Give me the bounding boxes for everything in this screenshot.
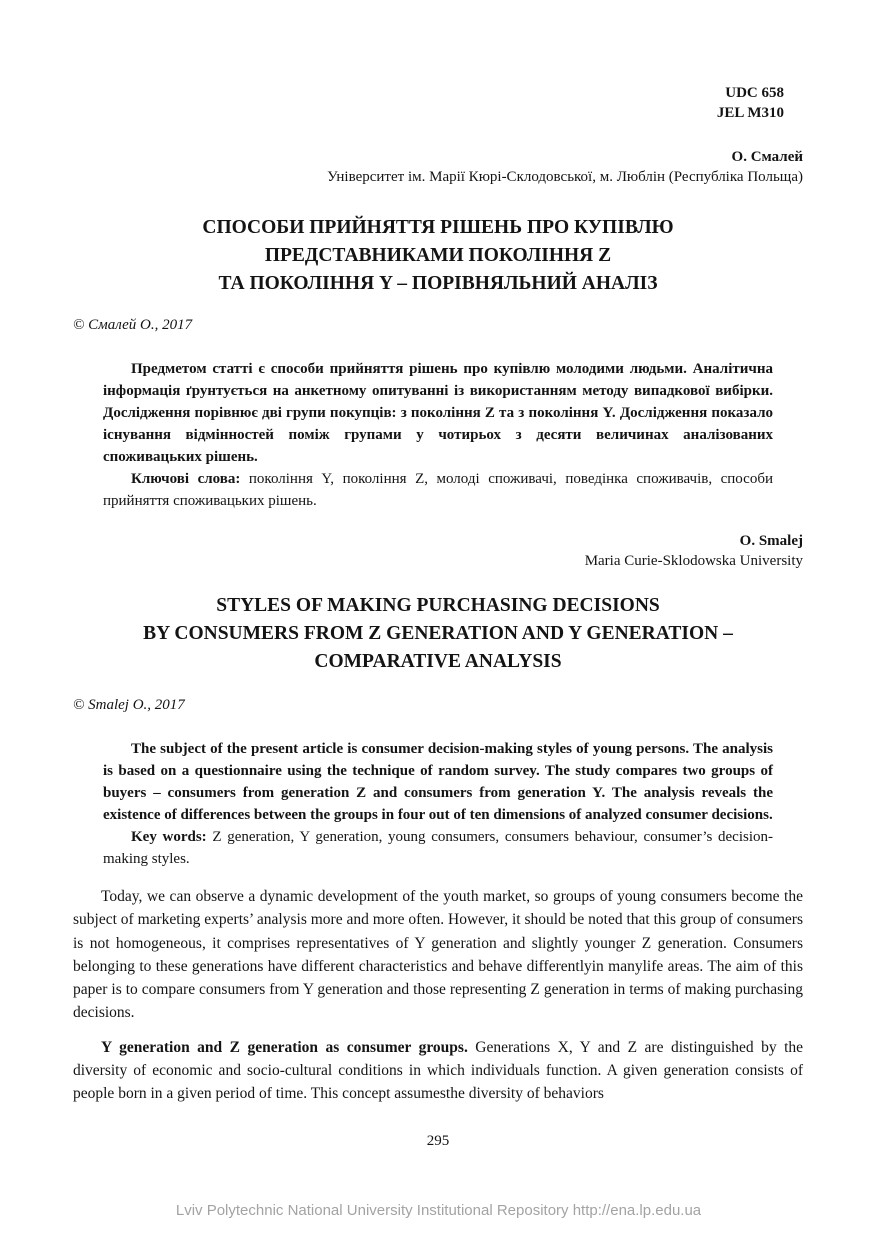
keywords-ua xyxy=(103,468,773,512)
article-title-ua-line-1: СПОСОБИ ПРИЙНЯТТЯ РІШЕНЬ ПРО КУПІВЛЮ xyxy=(202,217,674,238)
keywords-en xyxy=(103,826,773,870)
repository-footer: Lviv Polytechnic National University Institutional Repository http://ena.lp.edu.ua xyxy=(175,1202,702,1219)
author-ua: О. Смалей xyxy=(731,149,803,165)
article-title-en-line-3: COMPARATIVE ANALYSIS xyxy=(314,651,562,672)
keywords-ua-value: покоління Y, покоління Z, молоді споживачі, поведінка споживачів, способи прийняття споживацьких рішень. xyxy=(103,471,773,509)
keywords-en-value: Z generation, Y generation, young consumers, consumers behaviour, consumer’s decision-making styles. xyxy=(103,829,773,867)
author-en: O. Smalej xyxy=(739,533,803,549)
classification-block xyxy=(73,83,803,123)
abstract-en-text: The subject of the present article is consumer decision-making styles of young persons. The analysis is based on a questionnaire using the technique of random survey. The study compares two groups of buyers – consumers from generation Z and consumers from generation Y. The analysis reveals the existence of differences between the groups in four out of ten dimensions of analyzed consumer decisions. xyxy=(103,741,773,823)
body-paragraph-2 xyxy=(73,1036,803,1106)
abstract-ua-text: Предметом статті є способи прийняття рішень про купівлю молодими людьми. Аналітична інформація ґрунтується на анкетному опитуванні із використанням методу випадкової вибірки. Дослідження порівнює дві групи покупців: з покоління Z та з покоління Y. Дослідження показало існування відмінностей поміж групами у чотирьох з десяти величинах аналізованих споживацьких рішень. xyxy=(103,361,773,465)
keywords-ua-label: Ключові слова: xyxy=(131,471,241,487)
page-number: 295 xyxy=(426,1132,450,1149)
body-paragraph-2-text: Generations X, Y and Z are distinguished by the diversity of economic and socio-cultural conditions in which individuals function. A given generation consists of people born in a given period of time. This concept assumesthe diversity of behaviors xyxy=(73,1038,804,1103)
article-title-en-line-2: BY CONSUMERS FROM Z GENERATION AND Y GENERATION – xyxy=(143,623,733,644)
keywords-en-label: Key words: xyxy=(131,829,207,845)
jel-code: JEL M310 xyxy=(716,105,784,121)
article-title-en-line-1: STYLES OF MAKING PURCHASING DECISIONS xyxy=(216,595,660,616)
article-title-ua-line-2: ПРЕДСТАВНИКАМИ ПОКОЛІННЯ Z xyxy=(264,245,612,266)
copyright-ua: © Смалей О., 2017 xyxy=(73,317,193,333)
affiliation-ua: Університет ім. Марії Кюрі-Склодовської, м. Люблін (Республіка Польща) xyxy=(327,169,803,185)
article-title-ua-line-3: ТА ПОКОЛІННЯ Y – ПОРІВНЯЛЬНИЙ АНАЛІЗ xyxy=(218,273,658,294)
body-paragraph-1: Today, we can observe a dynamic development of the youth market, so groups of young consumers become the subject of marketing experts’ analysis more and more often. However, it should be noted that this group of consumers is not homogeneous, it comprises representatives of Y generation and slightly younger Z generation. Consumers belonging to these generations have different characteristics and behave differentlyin manylife areas. The aim of this paper is to compare consumers from Y generation and those representing Z generation in terms of making purchasing decisions. xyxy=(73,888,803,1022)
abstract-en xyxy=(103,738,773,870)
section-heading-inline: Y generation and Z generation as consumer groups. xyxy=(101,1038,468,1056)
article-title-ua xyxy=(73,214,803,298)
udc-code: UDC 658 xyxy=(725,85,784,101)
abstract-ua xyxy=(103,358,773,512)
affiliation-en: Maria Curie-Sklodowska University xyxy=(584,553,803,569)
article-title-en xyxy=(73,592,803,676)
copyright-en: © Smalej O., 2017 xyxy=(73,697,185,713)
page-content xyxy=(73,0,803,1151)
